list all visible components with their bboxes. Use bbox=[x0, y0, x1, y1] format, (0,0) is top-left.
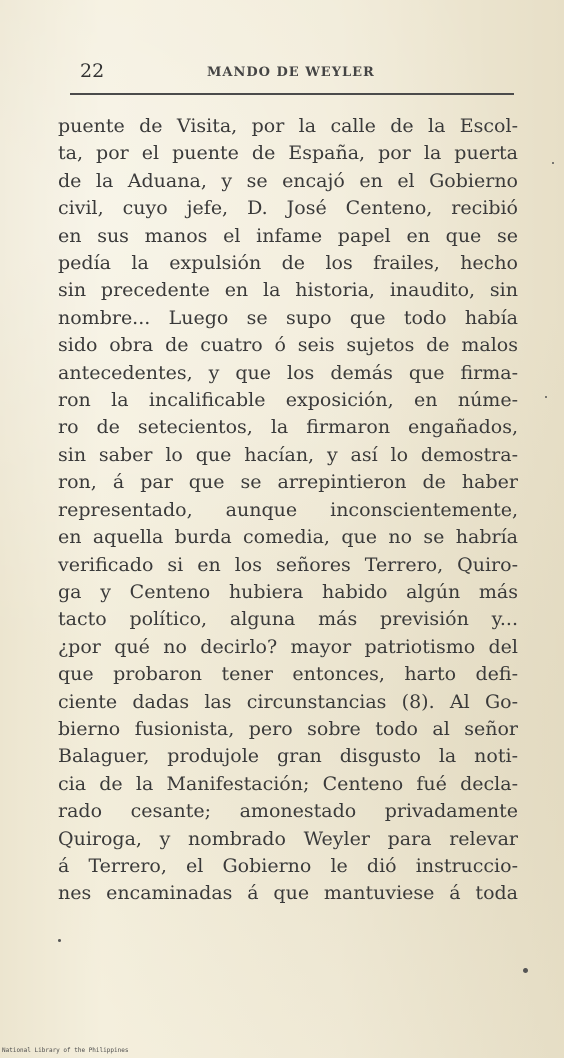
text-line: rado cesante; amonestado privadamente bbox=[58, 800, 518, 823]
ink-speck bbox=[58, 939, 61, 942]
ink-speck bbox=[552, 162, 554, 164]
text-line: en sus manos el infame papel en que se bbox=[58, 224, 518, 247]
text-line: ron, á par que se arrepintieron de haber bbox=[58, 471, 518, 494]
text-line: Quiroga, y nombrado Weyler para relevar bbox=[58, 827, 518, 850]
text-line: tacto político, alguna más previsión y... bbox=[58, 608, 518, 631]
text-line: sido obra de cuatro ó seis sujetos de malos bbox=[58, 334, 518, 357]
ink-speck bbox=[523, 968, 528, 973]
text-line: de la Aduana, y se encajó en el Gobierno bbox=[58, 169, 518, 192]
text-line: en aquella burda comedia, que no se habría bbox=[58, 526, 518, 549]
text-line: á Terrero, el Gobierno le dió instruccio- bbox=[58, 854, 518, 877]
text-line: sin saber lo que hacían, y así lo demostra- bbox=[58, 443, 518, 466]
text-line: nes encaminadas á que mantuviese á toda bbox=[58, 882, 518, 905]
text-line: Balaguer, produjole gran disgusto la noti- bbox=[58, 745, 518, 768]
text-line: ¿por qué no decirlo? mayor patriotismo del bbox=[58, 635, 518, 658]
body-text bbox=[58, 113, 518, 908]
text-line: que probaron tener entonces, harto defi- bbox=[58, 663, 518, 686]
text-line: bierno fusionista, pero sobre todo al señor bbox=[58, 717, 518, 740]
text-line: ta, por el puente de España, por la puerta bbox=[58, 142, 518, 165]
text-line: nombre... Luego se supo que todo había bbox=[58, 306, 518, 329]
text-line: ga y Centeno hubiera habido algún más bbox=[58, 580, 518, 603]
text-line: ro de setecientos, la firmaron engañados, bbox=[58, 416, 518, 439]
text-line: representado, aunque inconscientemente, bbox=[58, 498, 518, 521]
text-line: civil, cuyo jefe, D. José Centeno, recibió bbox=[58, 197, 518, 220]
text-line: ron la incalificable exposición, en núme- bbox=[58, 389, 518, 412]
text-line: sin precedente en la historia, inaudito, sin bbox=[58, 279, 518, 302]
page-header bbox=[80, 58, 514, 92]
text-line: antecedentes, y que los demás que firma- bbox=[58, 361, 518, 384]
text-line: ciente dadas las circunstancias (8). Al Go- bbox=[58, 690, 518, 713]
page-number: 22 bbox=[80, 60, 105, 82]
running-title: MANDO DE WEYLER bbox=[207, 65, 375, 80]
text-line: cia de la Manifestación; Centeno fué decla- bbox=[58, 772, 518, 795]
text-line: puente de Visita, por la calle de la Escol- bbox=[58, 115, 518, 137]
ink-speck bbox=[545, 396, 547, 398]
text-line: pedía la expulsión de los frailes, hecho bbox=[58, 252, 518, 275]
header-rule bbox=[70, 93, 514, 95]
footer-caption: National Library of the Philippines bbox=[2, 1047, 129, 1054]
text-line: verificado si en los señores Terrero, Quiro- bbox=[58, 553, 518, 576]
